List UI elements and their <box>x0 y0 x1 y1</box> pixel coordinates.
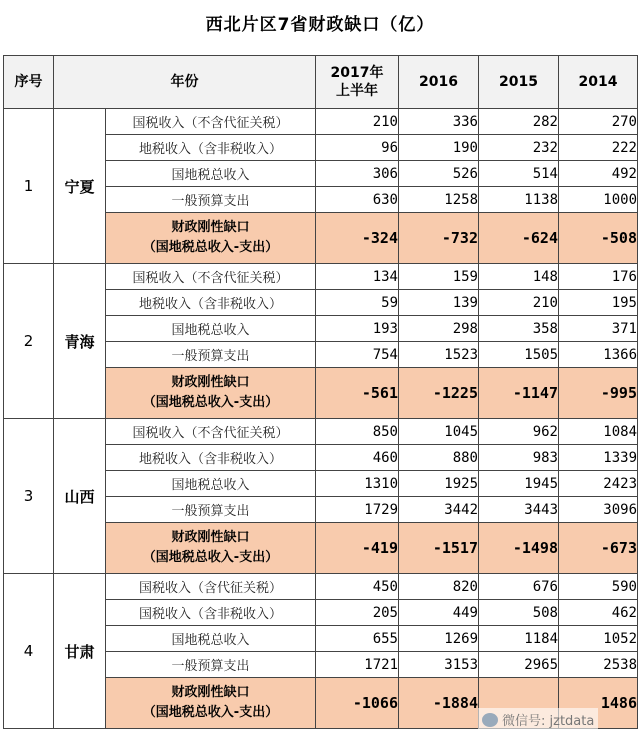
gap-value-2014: -995 <box>559 368 638 419</box>
value-cell-2016: 880 <box>399 445 479 471</box>
value-cell-2017: 450 <box>316 574 399 600</box>
value-cell-2015: 1138 <box>479 187 559 213</box>
gap-value-2014: -673 <box>559 523 638 574</box>
page-title: 西北片区7省财政缺口（亿） <box>205 15 435 35</box>
gap-label <box>106 213 316 264</box>
value-cell-2017: 193 <box>316 316 399 342</box>
fiscal-gap-table <box>3 55 638 729</box>
header-2017-line1: 2017年 <box>330 65 384 81</box>
gap-label-line2: （国地税总收入-支出） <box>142 550 279 565</box>
table-row <box>4 109 638 135</box>
value-cell-2016: 190 <box>399 135 479 161</box>
value-cell-2014: 2538 <box>559 652 638 678</box>
value-cell-2016: 820 <box>399 574 479 600</box>
value-cell-2016: 1925 <box>399 471 479 497</box>
row-label: 一般预算支出 <box>106 497 316 523</box>
value-cell-2016: 139 <box>399 290 479 316</box>
province-index: 1 <box>4 109 54 264</box>
value-cell-2015: 508 <box>479 600 559 626</box>
header-2017 <box>316 56 399 109</box>
watermark <box>478 708 598 731</box>
value-cell-2016: 1045 <box>399 419 479 445</box>
value-cell-2017: 630 <box>316 187 399 213</box>
gap-value-2016: -732 <box>399 213 479 264</box>
value-cell-2017: 210 <box>316 109 399 135</box>
value-cell-2014: 1084 <box>559 419 638 445</box>
table-row <box>4 264 638 290</box>
gap-label-line1: 财政刚性缺口 <box>171 375 250 390</box>
province-name: 甘肃 <box>54 574 106 729</box>
row-label: 国税收入（不含代征关税） <box>106 419 316 445</box>
province-name: 青海 <box>54 264 106 419</box>
row-label: 地税收入（含非税收入） <box>106 290 316 316</box>
value-cell-2016: 336 <box>399 109 479 135</box>
value-cell-2017: 1310 <box>316 471 399 497</box>
gap-label <box>106 368 316 419</box>
value-cell-2017: 306 <box>316 161 399 187</box>
province-index: 3 <box>4 419 54 574</box>
row-label: 地税收入（含非税收入） <box>106 445 316 471</box>
value-cell-2015: 1505 <box>479 342 559 368</box>
value-cell-2014: 1339 <box>559 445 638 471</box>
header-2017-line2: 上半年 <box>336 83 378 99</box>
gap-label <box>106 523 316 574</box>
value-cell-2014: 1000 <box>559 187 638 213</box>
header-row <box>4 56 638 109</box>
gap-value-2016: -1884 <box>399 678 479 729</box>
row-label: 国税收入（不含代征关税） <box>106 109 316 135</box>
value-cell-2014: 222 <box>559 135 638 161</box>
value-cell-2016: 3442 <box>399 497 479 523</box>
gap-label-line2: （国地税总收入-支出） <box>142 395 279 410</box>
value-cell-2016: 526 <box>399 161 479 187</box>
header-year: 年份 <box>54 56 316 109</box>
header-2016: 2016 <box>399 56 479 109</box>
value-cell-2014: 176 <box>559 264 638 290</box>
value-cell-2017: 1729 <box>316 497 399 523</box>
value-cell-2014: 195 <box>559 290 638 316</box>
value-cell-2017: 655 <box>316 626 399 652</box>
value-cell-2015: 358 <box>479 316 559 342</box>
value-cell-2015: 232 <box>479 135 559 161</box>
value-cell-2014: 3096 <box>559 497 638 523</box>
value-cell-2015: 676 <box>479 574 559 600</box>
value-cell-2014: 1366 <box>559 342 638 368</box>
table-body <box>4 109 638 729</box>
row-label: 一般预算支出 <box>106 342 316 368</box>
row-label: 国地税总收入 <box>106 471 316 497</box>
value-cell-2014: 590 <box>559 574 638 600</box>
gap-value-2017: -324 <box>316 213 399 264</box>
value-cell-2016: 1523 <box>399 342 479 368</box>
row-label: 国地税总收入 <box>106 316 316 342</box>
gap-value-2017: -419 <box>316 523 399 574</box>
value-cell-2016: 1258 <box>399 187 479 213</box>
value-cell-2017: 134 <box>316 264 399 290</box>
gap-value-2014: -508 <box>559 213 638 264</box>
gap-label-line1: 财政刚性缺口 <box>171 530 250 545</box>
value-cell-2015: 282 <box>479 109 559 135</box>
gap-value-2015: -1498 <box>479 523 559 574</box>
value-cell-2014: 2423 <box>559 471 638 497</box>
gap-label-line2: （国地税总收入-支出） <box>142 705 279 720</box>
table-row <box>4 574 638 600</box>
value-cell-2017: 96 <box>316 135 399 161</box>
gap-label-line2: （国地税总收入-支出） <box>142 240 279 255</box>
value-cell-2017: 850 <box>316 419 399 445</box>
value-cell-2014: 462 <box>559 600 638 626</box>
header-2015: 2015 <box>479 56 559 109</box>
table-row <box>4 419 638 445</box>
gap-value-2015: -1147 <box>479 368 559 419</box>
province-name: 宁夏 <box>54 109 106 264</box>
gap-value-2015: -624 <box>479 213 559 264</box>
value-cell-2015: 1184 <box>479 626 559 652</box>
value-cell-2017: 1721 <box>316 652 399 678</box>
row-label: 国地税总收入 <box>106 626 316 652</box>
value-cell-2015: 1945 <box>479 471 559 497</box>
value-cell-2015: 983 <box>479 445 559 471</box>
gap-value-2014: 1486 <box>559 678 638 729</box>
row-label: 国税收入（不含代征关税） <box>106 264 316 290</box>
value-cell-2016: 1269 <box>399 626 479 652</box>
value-cell-2014: 1052 <box>559 626 638 652</box>
value-cell-2017: 59 <box>316 290 399 316</box>
value-cell-2015: 148 <box>479 264 559 290</box>
row-label: 一般预算支出 <box>106 652 316 678</box>
value-cell-2014: 492 <box>559 161 638 187</box>
province-index: 4 <box>4 574 54 729</box>
row-label: 一般预算支出 <box>106 187 316 213</box>
value-cell-2015: 2965 <box>479 652 559 678</box>
gap-value-2016: -1225 <box>399 368 479 419</box>
province-name: 山西 <box>54 419 106 574</box>
value-cell-2017: 460 <box>316 445 399 471</box>
value-cell-2014: 371 <box>559 316 638 342</box>
value-cell-2015: 210 <box>479 290 559 316</box>
value-cell-2014: 270 <box>559 109 638 135</box>
gap-label-line1: 财政刚性缺口 <box>171 220 250 235</box>
row-label: 国税收入（含代征关税） <box>106 574 316 600</box>
gap-label-line1: 财政刚性缺口 <box>171 685 250 700</box>
value-cell-2016: 298 <box>399 316 479 342</box>
value-cell-2017: 754 <box>316 342 399 368</box>
gap-value-2016: -1517 <box>399 523 479 574</box>
wechat-icon <box>482 713 498 727</box>
gap-value-2017: -561 <box>316 368 399 419</box>
gap-label <box>106 678 316 729</box>
value-cell-2015: 3443 <box>479 497 559 523</box>
header-2014: 2014 <box>559 56 638 109</box>
watermark-text: 微信号: jztdata <box>502 714 595 729</box>
row-label: 地税收入（含非税收入） <box>106 135 316 161</box>
value-cell-2015: 962 <box>479 419 559 445</box>
row-label: 国地税总收入 <box>106 161 316 187</box>
value-cell-2017: 205 <box>316 600 399 626</box>
row-label: 国税收入（含非税收入） <box>106 600 316 626</box>
value-cell-2016: 159 <box>399 264 479 290</box>
value-cell-2016: 3153 <box>399 652 479 678</box>
gap-value-2017: -1066 <box>316 678 399 729</box>
header-index: 序号 <box>4 56 54 109</box>
province-index: 2 <box>4 264 54 419</box>
value-cell-2016: 449 <box>399 600 479 626</box>
value-cell-2015: 514 <box>479 161 559 187</box>
